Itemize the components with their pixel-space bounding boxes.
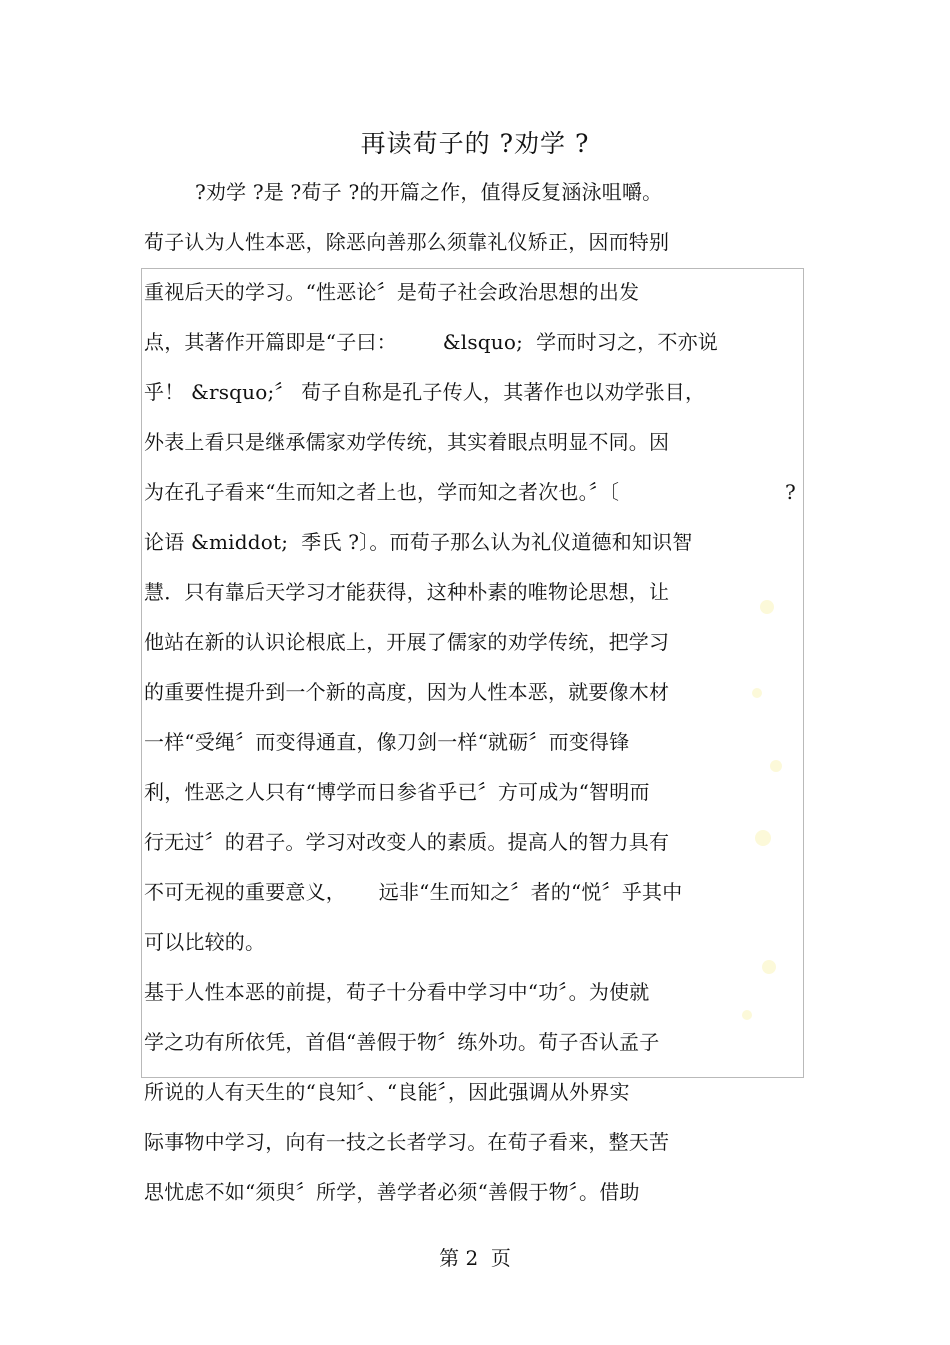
paragraph-line-13: 利，性恶之人只有“博学而日参省乎已〞方可成为“智明而 <box>144 780 650 804</box>
paragraph-line-16: 可以比较的。 <box>144 930 266 954</box>
paragraph-line-12: 一样“受绳〞而变得通直，像刀剑一样“就砺〞而变得锋 <box>144 730 630 754</box>
paragraph-line-14: 行无过〞的君子。学习对改变人的素质。提高人的智力具有 <box>144 830 670 854</box>
paragraph-line-3: 重视后天的学习。“性恶论〞是荀子社会政治思想的出发 <box>144 280 640 304</box>
paragraph-line-5: 乎！ &rsquo;〞 荀子自称是孔子传人，其著作也以劝学张目， <box>144 380 706 404</box>
background-speck <box>760 600 774 614</box>
paragraph-line-2: 荀子认为人性本恶，除恶向善那么须靠礼仪矫正，因而特别 <box>144 230 670 254</box>
paragraph-line-20: 际事物中学习，向有一技之长者学习。在荀子看来，整天苦 <box>144 1130 670 1154</box>
background-speck <box>742 1010 752 1020</box>
paragraph-line-6: 外表上看只是继承儒家劝学传统，其实着眼点明显不同。因 <box>144 430 670 454</box>
paragraph-line-18: 学之功有所依凭，首倡“善假于物〞练外功。荀子否认孟子 <box>144 1030 660 1054</box>
paragraph-line-7: 为在孔子看来“生而知之者上也，学而知之者次也。〞〔 <box>144 480 620 504</box>
paragraph-line-21: 思忧虑不如“须臾〞所学，善学者必须“善假于物〞。借助 <box>144 1180 640 1204</box>
paragraph-line-10: 他站在新的认识论根底上，开展了儒家的劝学传统，把学习 <box>144 630 670 654</box>
background-speck <box>770 760 782 772</box>
paragraph-line-4: 点，其著作开篇即是“子曰： &lsquo; 学而时习之，不亦说 <box>144 330 718 354</box>
paragraph-line-17: 基于人性本恶的前提，荀子十分看中学习中“功〞。为使就 <box>144 980 650 1004</box>
background-speck <box>752 688 762 698</box>
background-speck <box>755 830 771 846</box>
paragraph-line-1: ?劝学 ?是 ?荀子 ?的开篇之作，值得反复涵泳咀嚼。 <box>195 180 663 204</box>
paragraph-line-15: 不可无视的重要意义， 远非“生而知之〞者的“悦〞乎其中 <box>144 880 683 904</box>
paragraph-line-7-trailing-mark: ? <box>785 480 796 504</box>
page-number-footer: 第 2 页 <box>439 1246 511 1270</box>
paragraph-line-9: 慧．只有靠后天学习才能获得，这种朴素的唯物论思想，让 <box>144 580 670 604</box>
background-speck <box>762 960 776 974</box>
paragraph-line-19: 所说的人有天生的“良知〞、“良能〞，因此强调从外界实 <box>144 1080 630 1104</box>
paragraph-line-8: 论语 &middot; 季氏 ?〕。而荀子那么认为礼仪道德和知识智 <box>144 530 693 554</box>
document-title: 再读荀子的 ?劝学 ? <box>360 129 590 158</box>
paragraph-line-11: 的重要性提升到一个新的高度，因为人性本恶，就要像木材 <box>144 680 670 704</box>
